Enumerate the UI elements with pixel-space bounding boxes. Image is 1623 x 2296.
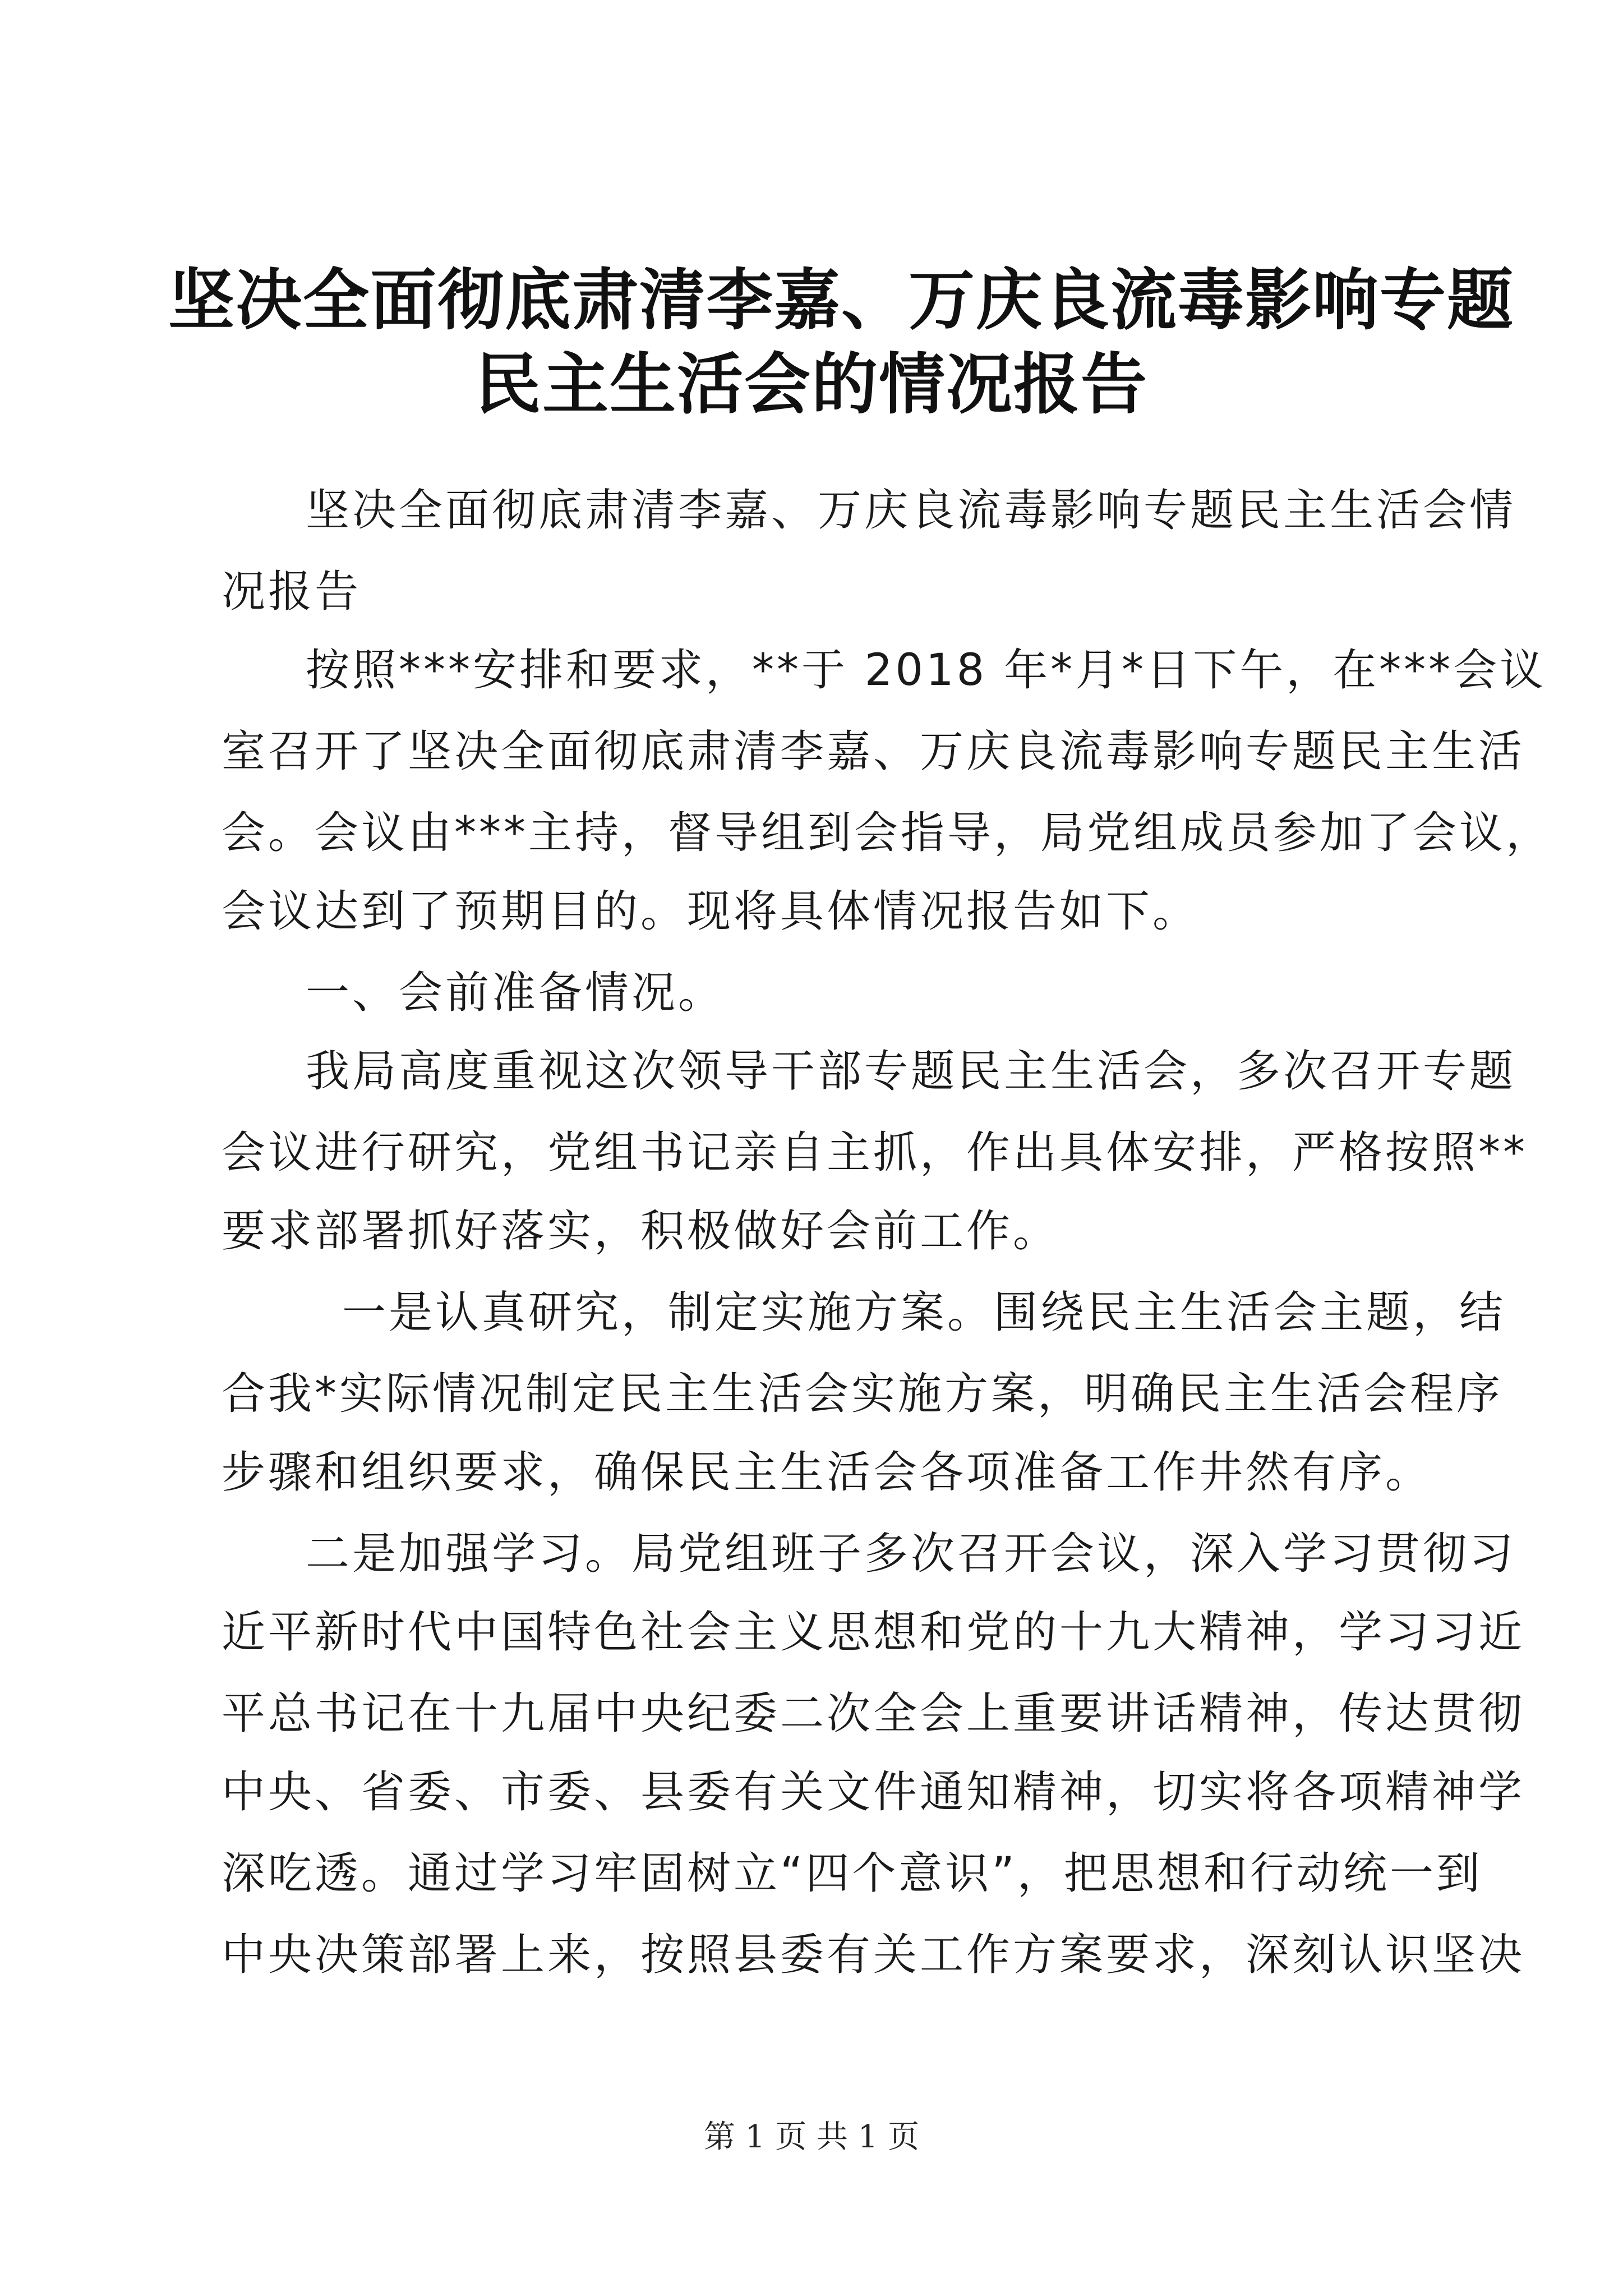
body-line: 会议达到了预期目的。现将具体情况报告如下。: [222, 886, 1200, 937]
body-line: 会议进行研究，党组书记亲自主抓，作出具体安排，严格按照**: [222, 1128, 1528, 1178]
body-line: 中央决策部署上来，按照县委有关工作方案要求，深刻认识坚决: [222, 1930, 1525, 1980]
body-line: 中央、省委、市委、县委有关文件通知精神，切实将各项精神学: [222, 1767, 1525, 1818]
document-title-line-2: 民主生活会的情况报告: [474, 345, 1148, 423]
body-line: 一是认真研究，制定实施方案。围绕民主生活会主题，结: [342, 1287, 1506, 1338]
body-line: 室召开了坚决全面彻底肃清李嘉、万庆良流毒影响专题民主生活: [222, 726, 1525, 777]
body-line: 坚决全面彻底肃清李嘉、万庆良流毒影响专题民主生活会情: [306, 485, 1516, 536]
body-line: 况报告: [222, 567, 362, 617]
section-heading: 一、会前准备情况。: [306, 968, 725, 1018]
body-line: 近平新时代中国特色社会主义思想和党的十九大精神，学习习近: [222, 1607, 1525, 1658]
body-line: 按照***安排和要求，**于 2018 年*月*日下午，在***会议: [306, 645, 1547, 696]
body-line: 深吃透。通过学习牢固树立“四个意识”，把思想和行动统一到: [222, 1848, 1483, 1899]
body-line: 步骤和组织要求，确保民主生活会各项准备工作井然有序。: [222, 1447, 1432, 1498]
body-line: 合我*实际情况制定民主生活会实施方案，明确民主生活会程序: [222, 1369, 1504, 1419]
body-line: 要求部署抓好落实，积极做好会前工作。: [222, 1206, 1060, 1257]
body-line: 平总书记在十九届中央纪委二次全会上重要讲话精神，传达贯彻: [222, 1688, 1525, 1739]
document-title-line-1: 坚决全面彻底肃清李嘉、万庆良流毒影响专题: [168, 261, 1515, 339]
body-line: 我局高度重视这次领导干部专题民主生活会，多次召开专题: [306, 1046, 1516, 1097]
page-footer: 第 1 页 共 1 页: [703, 2119, 920, 2155]
body-line: 二是加强学习。局党组班子多次召开会议，深入学习贯彻习: [306, 1529, 1516, 1579]
body-line: 会。会议由***主持，督导组到会指导，局党组成员参加了会议，: [222, 808, 1553, 858]
